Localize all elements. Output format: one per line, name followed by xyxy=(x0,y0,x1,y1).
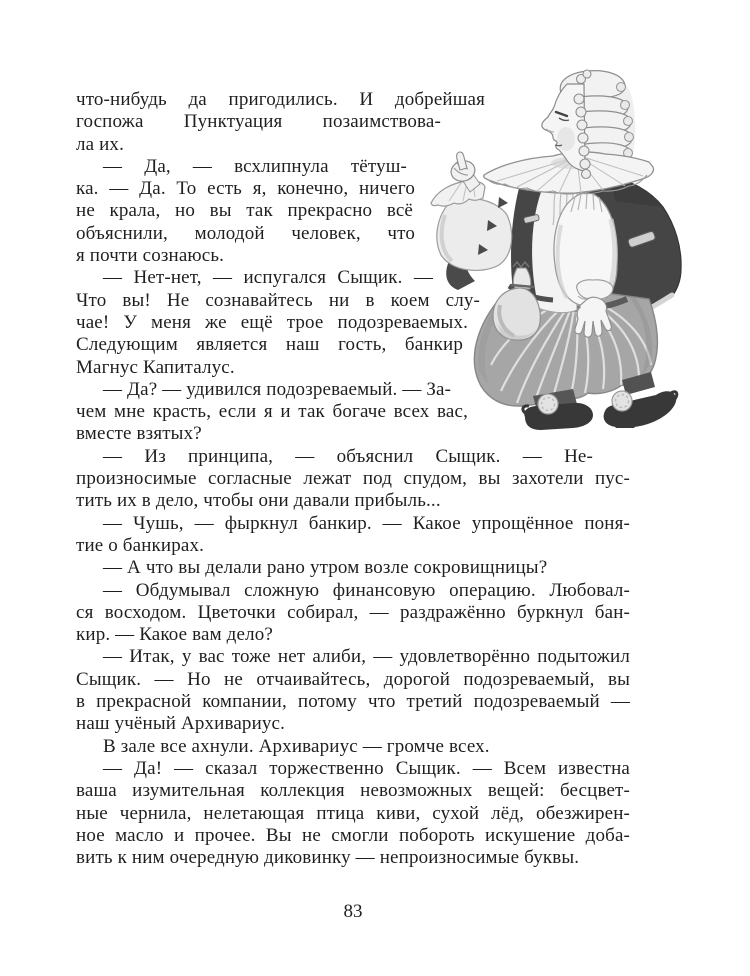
text-line: ла их. xyxy=(76,133,124,155)
text-line: — А что вы делали рано утром возле сокровищницы? xyxy=(103,557,548,579)
text-line: не крала, но вы так прекрасно всё xyxy=(76,200,413,222)
text-line: — Да, — всхлипнула тётуш- xyxy=(103,155,407,177)
shoes xyxy=(523,391,677,430)
text-line: тие о банкирах. xyxy=(76,534,205,556)
text-line: наш учёный Архивариус. xyxy=(76,713,286,735)
text-line: — Да! — сказал торжественно Сыщик. — Всем известна xyxy=(103,757,630,779)
text-line: я почти сознаюсь. xyxy=(76,245,225,267)
text-line: Следующим является наш гость, банкир xyxy=(76,334,463,356)
text-line: в прекрасной компании, потому что третий подозреваемый — xyxy=(76,691,630,713)
text-line: чем мне красть, если я и так богаче всех вас, xyxy=(76,401,468,423)
text-line: — Да? — удивился подозреваемый. — За- xyxy=(103,378,452,400)
text-line: вместе взятых? xyxy=(76,423,202,445)
text-line: Магнус Капиталус. xyxy=(76,356,235,378)
pointing-hand xyxy=(431,152,485,206)
text-line: госпожа Пунктуация позаимствова- xyxy=(76,111,441,133)
hanging-arm xyxy=(554,193,617,306)
text-line: объяснили, молодой человек, что xyxy=(76,222,415,244)
text-line: произносимые согласные лежат под спудом, вы захотели пус- xyxy=(76,468,630,490)
text-line: — Итак, у вас тоже нет алиби, — удовлетворённо подытожил xyxy=(103,646,630,668)
text-line: что-нибудь да пригодились. И добрейшая xyxy=(76,89,485,110)
text-line: В зале все ахнули. Архивариус — громче всех. xyxy=(103,735,490,757)
text-line: Что вы! Не сознавайтесь ни в коем слу- xyxy=(76,289,480,311)
text-line: — Нет-нет, — испугался Сыщик. — xyxy=(103,267,433,289)
text-line: Сыщик. — Но не отчаивайтесь, дорогой подозреваемый, вы xyxy=(76,668,630,690)
text-line: ные чернила, нелетающая птица киви, сухой лёд, обезжирен- xyxy=(76,802,630,824)
text-line: ваша изумительная коллекция невозможных вещей: бесцвет- xyxy=(76,780,630,802)
text-line: — Чушь, — фыркнул банкир. — Какое упрощённое поня- xyxy=(103,512,630,534)
text-line: ное масло и прочее. Вы не смогли побороть искушение доба- xyxy=(76,824,630,846)
text-line: ся восходом. Цветочки собирал, — раздражённо буркнул бан- xyxy=(76,601,630,623)
banker-magnus-capitalus-illustration xyxy=(425,55,745,475)
raised-sleeve xyxy=(437,197,512,270)
text-line: вить к ним очередную диковинку — непроизносимые буквы. xyxy=(76,847,580,869)
page-number: 83 xyxy=(343,901,363,922)
text-line: ка. — Да. То есть я, конечно, ничего xyxy=(76,178,415,200)
text-line: кир. — Какое вам дело? xyxy=(76,624,273,646)
text-line: тить их в дело, чтобы они давали прибыль... xyxy=(76,490,441,512)
text-line: — Обдумывал сложную финансовую операцию. Любовал- xyxy=(103,579,630,601)
text-line: — Из принципа, — объяснил Сыщик. — Не- xyxy=(103,445,593,467)
text-line: чае! У меня же ещё трое подозреваемых. xyxy=(76,311,468,333)
